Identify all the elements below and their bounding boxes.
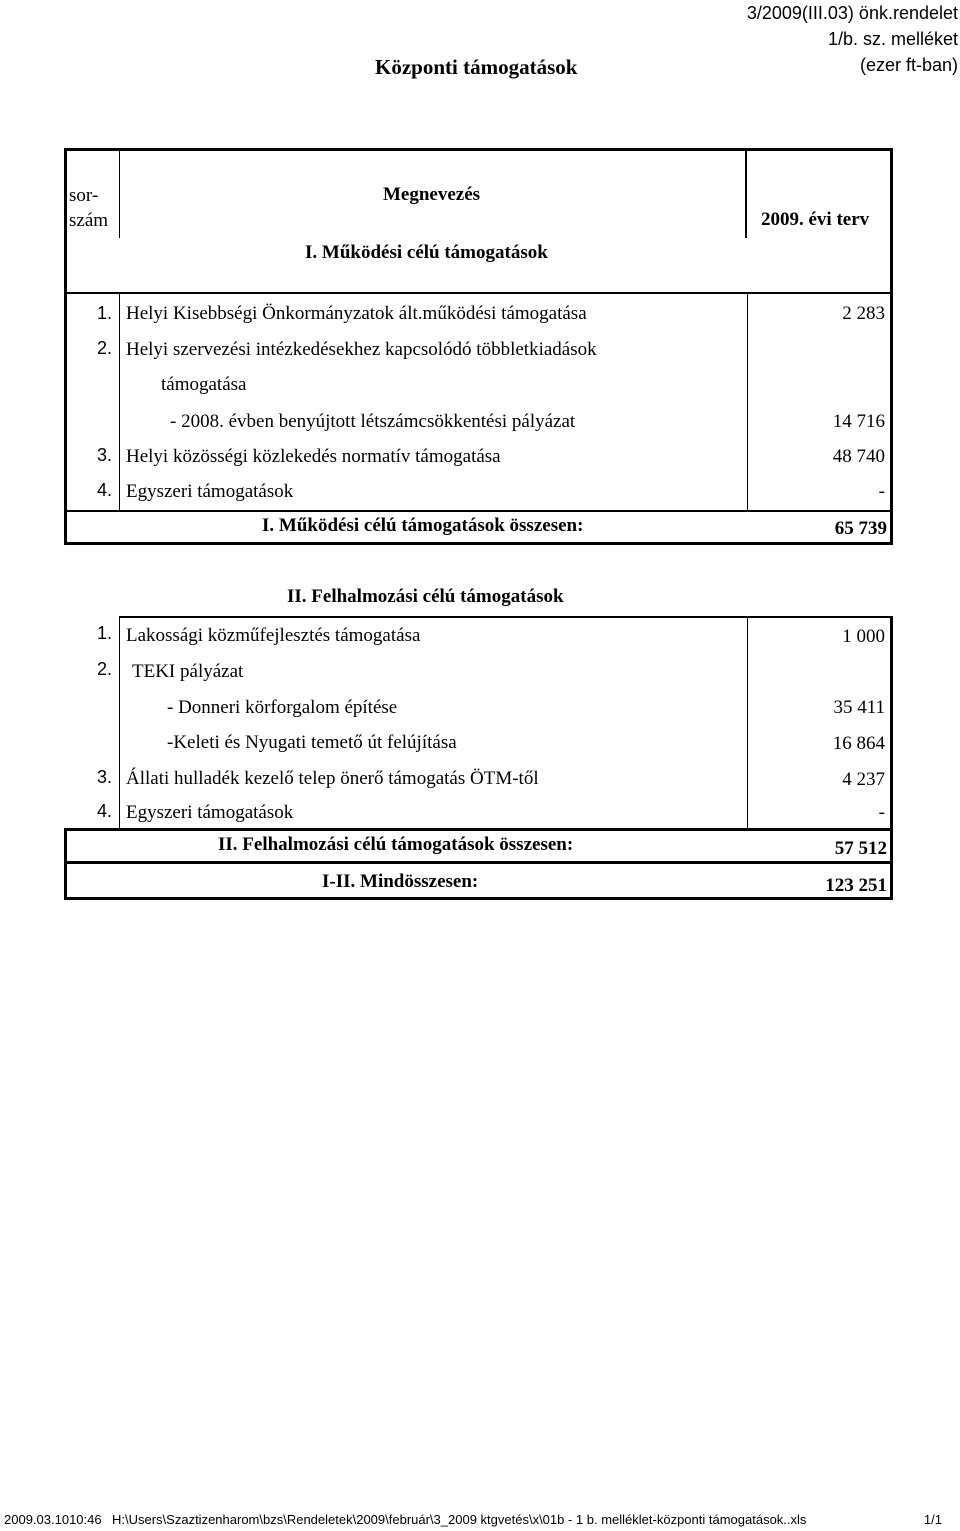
annex-ref: 1/b. sz. melléket xyxy=(827,29,958,49)
page-title: Központi támogatások xyxy=(375,55,578,79)
section1-total-label: I. Működési célú támogatások összesen: xyxy=(262,515,584,536)
col-name-header: Megnevezés xyxy=(383,184,481,205)
row-label: Állati hulladék kezelő telep önerő támogatás ÖTM-től xyxy=(126,768,539,789)
row-label: Egyszeri támogatások xyxy=(126,481,294,502)
footer-page-number: 1/1 xyxy=(923,1512,942,1527)
row-label: Egyszeri támogatások xyxy=(126,802,294,823)
grand-total-label: I-II. Mindösszesen: xyxy=(322,871,479,892)
row-label: - Donneri körforgalom építése xyxy=(167,697,398,718)
row-number: 4. xyxy=(97,801,113,821)
col-plan-header: 2009. évi terv xyxy=(761,209,870,230)
row-value: 4 237 xyxy=(842,769,885,790)
section2-total-value: 57 512 xyxy=(834,838,887,859)
unit-note: (ezer ft-ban) xyxy=(859,55,958,75)
row-value: 48 740 xyxy=(832,446,885,467)
row-number: 3. xyxy=(97,767,113,787)
row-label: TEKI pályázat xyxy=(132,661,244,682)
row-number: 1. xyxy=(97,303,113,323)
section2-total-label: II. Felhalmozási célú támogatások összesen: xyxy=(218,834,574,855)
row-number: 2. xyxy=(97,659,113,679)
row-label: Helyi Kisebbségi Önkormányzatok ált.működési támogatása xyxy=(126,303,587,324)
row-label: -Keleti és Nyugati temető út felújítása xyxy=(167,732,457,753)
col-no-header-line2: szám xyxy=(69,210,109,231)
grand-total-value: 123 251 xyxy=(825,875,887,896)
row-number: 4. xyxy=(97,480,113,500)
row-value: 16 864 xyxy=(832,733,885,754)
row-label: - 2008. évben benyújtott létszámcsökkentési pályázat xyxy=(170,411,576,432)
regulation-ref: 3/2009(III.03) önk.rendelet xyxy=(746,3,958,23)
row-label: Helyi közösségi közlekedés normatív támogatása xyxy=(126,446,501,467)
section1-title: I. Működési célú támogatások xyxy=(305,242,548,263)
row-value: 2 283 xyxy=(842,303,885,324)
row-number: 3. xyxy=(97,445,113,465)
footer-file-path: H:\Users\Szaztizenharom\bzs\Rendeletek\2009\február\3_2009 ktgvetés\x\01b - 1 b. melléklet-központi támogatások..xls xyxy=(112,1512,807,1527)
row-value: - xyxy=(878,802,885,823)
row-label: Lakossági közműfejlesztés támogatása xyxy=(126,625,421,646)
row-value: 1 000 xyxy=(842,626,885,647)
row-number: 2. xyxy=(97,338,113,358)
col-no-header-line1: sor- xyxy=(69,185,99,206)
row-value: 14 716 xyxy=(832,411,885,432)
row-label-continued: támogatása xyxy=(161,374,247,395)
section1-total-value: 65 739 xyxy=(834,518,887,539)
row-value: 35 411 xyxy=(833,697,885,718)
section2-title: II. Felhalmozási célú támogatások xyxy=(287,586,564,607)
row-value: - xyxy=(878,481,885,502)
footer-timestamp: 2009.03.1010:46 xyxy=(4,1512,102,1527)
row-number: 1. xyxy=(97,623,113,643)
row-label: Helyi szervezési intézkedésekhez kapcsolódó többletkiadások xyxy=(126,339,597,360)
